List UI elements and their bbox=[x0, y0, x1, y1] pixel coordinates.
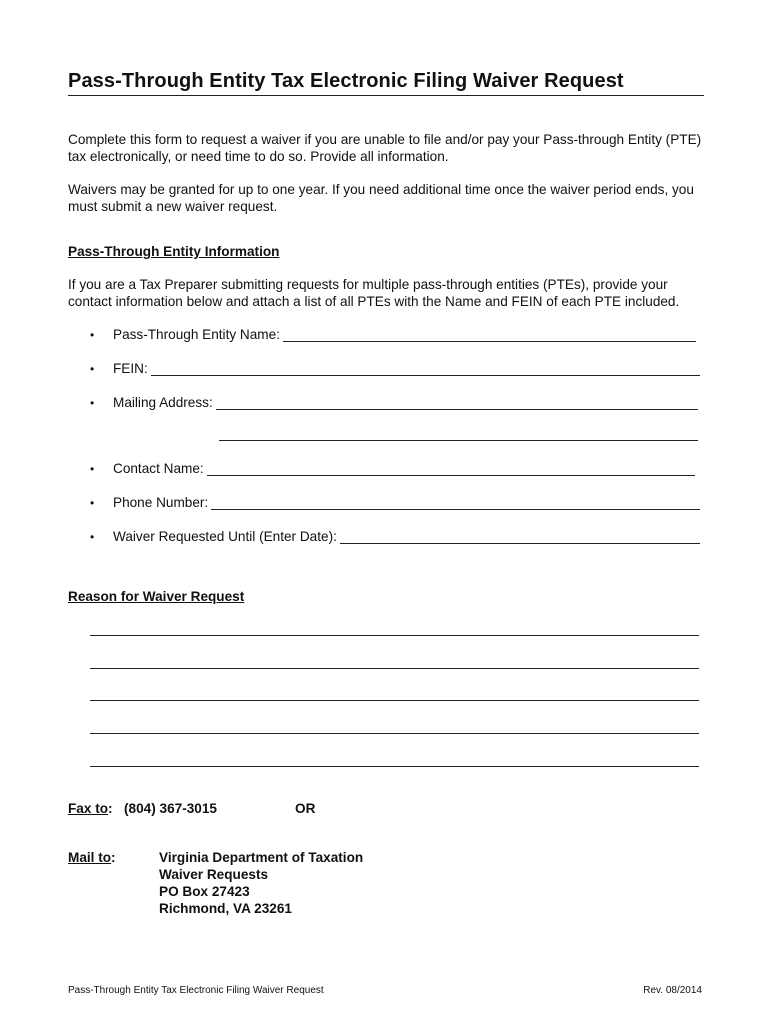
or-text: OR bbox=[295, 801, 316, 816]
waiver-until-field bbox=[90, 526, 700, 546]
address-line: Richmond, VA 23261 bbox=[159, 901, 292, 916]
page-title: Pass-Through Entity Tax Electronic Filing Waiver Request bbox=[68, 70, 704, 96]
entity-info-heading: Pass-Through Entity Information bbox=[68, 244, 280, 259]
mailing-address-label: Mailing Address: bbox=[113, 395, 213, 410]
footer-revision: Rev. 08/2014 bbox=[643, 985, 702, 996]
entity-name-input[interactable] bbox=[283, 326, 696, 342]
bullet-icon: • bbox=[90, 462, 95, 476]
address-line: PO Box 27423 bbox=[159, 884, 250, 899]
reason-line-3-input[interactable] bbox=[90, 700, 699, 701]
contact-name-label: Contact Name: bbox=[113, 461, 204, 476]
address-line: Waiver Requests bbox=[159, 867, 269, 882]
reason-line-2-input[interactable] bbox=[90, 668, 699, 669]
waiver-until-label: Waiver Requested Until (Enter Date): bbox=[113, 529, 337, 544]
mailing-address-input[interactable] bbox=[216, 394, 698, 410]
reason-heading: Reason for Waiver Request bbox=[68, 589, 245, 604]
fax-number: (804) 367-3015 bbox=[124, 801, 217, 816]
entity-name-field bbox=[90, 324, 696, 344]
contact-name-input[interactable] bbox=[207, 460, 695, 476]
fein-field bbox=[90, 358, 700, 378]
reason-line-1-input[interactable] bbox=[90, 635, 699, 636]
mailing-address-block bbox=[159, 849, 363, 917]
reason-line-5-input[interactable] bbox=[90, 766, 699, 767]
address-line: Virginia Department of Taxation bbox=[159, 850, 364, 865]
phone-number-field bbox=[90, 492, 700, 512]
reason-line-4-input[interactable] bbox=[90, 733, 699, 734]
tax-preparer-instructions: If you are a Tax Preparer submitting requests for multiple pass-through entities (PTEs), provide your contact information below and attach a list of all PTEs with the Name and FEIN of each PTE included. bbox=[68, 277, 680, 309]
bullet-icon: • bbox=[90, 328, 95, 342]
intro-paragraph: Complete this form to request a waiver if you are unable to file and/or pay your Pass-through Entity (PTE) tax electronically, or need time to do so. Provide all information. bbox=[68, 132, 702, 164]
mail-label: Mail to: bbox=[68, 850, 116, 865]
bullet-icon: • bbox=[90, 396, 95, 410]
phone-number-input[interactable] bbox=[211, 494, 700, 510]
fax-label: Fax to: bbox=[68, 801, 113, 816]
contact-name-field bbox=[90, 458, 695, 478]
fein-label: FEIN: bbox=[113, 361, 148, 376]
bullet-icon: • bbox=[90, 496, 95, 510]
waiver-duration-paragraph: Waivers may be granted for up to one year. If you need additional time once the waiver period ends, you must submit a new waiver request. bbox=[68, 182, 694, 214]
phone-number-label: Phone Number: bbox=[113, 495, 209, 510]
fein-input[interactable] bbox=[151, 360, 700, 376]
entity-name-label: Pass-Through Entity Name: bbox=[113, 327, 280, 342]
mailing-address-line-2-input[interactable] bbox=[219, 440, 698, 441]
footer-title: Pass-Through Entity Tax Electronic Filing Waiver Request bbox=[68, 985, 324, 996]
mailing-address-field bbox=[90, 392, 698, 412]
waiver-until-input[interactable] bbox=[340, 528, 700, 544]
bullet-icon: • bbox=[90, 362, 95, 376]
bullet-icon: • bbox=[90, 530, 95, 544]
